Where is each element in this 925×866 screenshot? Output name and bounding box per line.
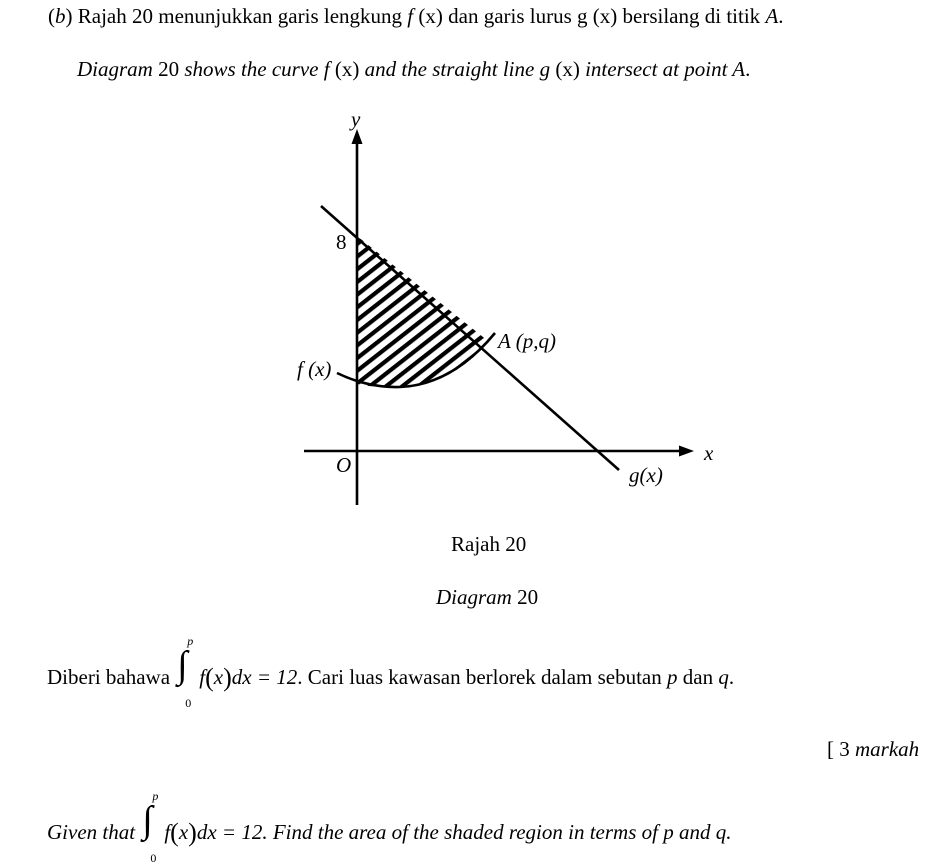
malay-integrand-x: x	[213, 665, 224, 689]
paren-open: (	[205, 663, 214, 692]
malay-end: .	[728, 665, 735, 689]
intro-english-fx-arg: (x)	[329, 57, 360, 81]
intro-english-a: Diagram	[77, 57, 153, 81]
malay-var-p: p	[667, 665, 678, 689]
integral-sign-icon: ∫	[142, 799, 153, 841]
y-axis-arrow	[352, 129, 363, 144]
intro-malay-end: .	[778, 4, 784, 28]
label-origin: O	[336, 453, 352, 477]
intro-malay-a: Rajah 20 menunjukkan garis lengkung	[72, 4, 408, 28]
malay-prompt	[47, 634, 735, 710]
malay-integrand-f: f	[199, 665, 206, 689]
intro-malay-b: dan garis lurus	[442, 4, 578, 28]
intro-malay-pt: A	[765, 4, 779, 28]
x-axis-arrow	[679, 446, 694, 457]
marks-open: [ 3	[827, 737, 855, 761]
caption-malay: Rajah 20	[451, 532, 527, 556]
caption-english-a: Diagram	[436, 585, 512, 609]
intro-english-end: .	[745, 57, 751, 81]
intro-malay-c: bersilang di titik	[617, 4, 766, 28]
english-dx: dx = 12	[196, 820, 263, 844]
integral-sign-icon: ∫	[177, 644, 188, 686]
intro-english-b: shows the curve	[179, 57, 324, 81]
english-pre: Given that	[47, 820, 141, 844]
caption-english-b: 20	[511, 585, 539, 609]
paren-close: )	[223, 663, 232, 692]
intro-malay-gx: g (x)	[577, 4, 618, 28]
intro-english-c: and the straight line	[359, 57, 540, 81]
intro-english-d: intersect at point	[579, 57, 733, 81]
intro-english-num: 20	[152, 57, 180, 81]
malay-pre: Diberi bahawa	[47, 665, 176, 689]
malay-dx: dx = 12	[231, 665, 298, 689]
intro-english-gx: g	[539, 57, 551, 81]
intro-english-fx: f	[323, 57, 330, 81]
shaded-region	[357, 236, 488, 387]
caption-english	[436, 585, 538, 610]
intro-english-pt: A	[732, 57, 746, 81]
label-y: y	[351, 107, 361, 131]
english-lower-limit: 0	[150, 851, 157, 865]
english-integrand-x: x	[178, 820, 189, 844]
integral-malay	[175, 634, 199, 710]
part-close: )	[65, 4, 73, 28]
paren-open: (	[170, 818, 179, 847]
label-point-a: A (p,q)	[498, 329, 556, 353]
english-post: . Find the area of the shaded region in terms of p and q.	[262, 820, 732, 844]
part-letter: b	[55, 4, 66, 28]
label-intercept: 8	[336, 230, 347, 254]
malay-lower-limit: 0	[185, 696, 192, 710]
english-prompt	[47, 789, 732, 865]
malay-post: . Cari luas kawasan berlorek dalam sebutan	[297, 665, 668, 689]
intro-malay-fx-arg: (x)	[413, 4, 443, 28]
intro-malay-fx: f	[407, 4, 414, 28]
marks	[827, 737, 925, 762]
part-open: (	[48, 4, 55, 28]
malay-upper-limit: p	[187, 634, 194, 648]
label-fx: f (x)	[297, 357, 332, 381]
label-gx: g(x)	[629, 463, 663, 487]
malay-and: dan	[677, 665, 719, 689]
english-upper-limit: p	[152, 789, 159, 803]
intro-english-gx-arg: (x)	[550, 57, 580, 81]
english-integrand-f: f	[164, 820, 171, 844]
marks-label: markah	[855, 737, 920, 761]
paren-close: )	[188, 818, 197, 847]
integral-english	[140, 789, 164, 865]
malay-var-q: q	[718, 665, 729, 689]
label-x: x	[704, 441, 714, 465]
